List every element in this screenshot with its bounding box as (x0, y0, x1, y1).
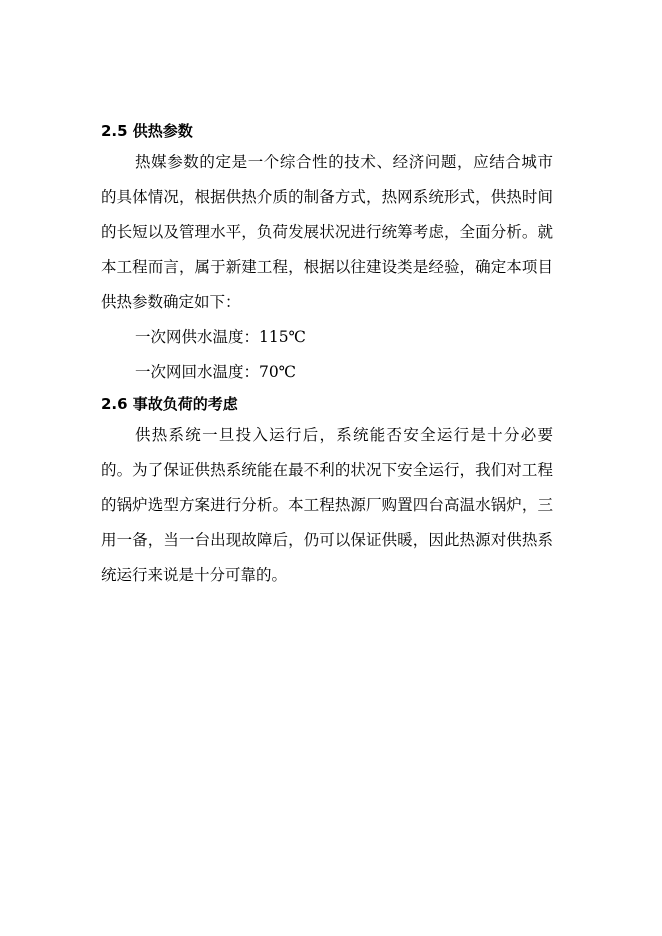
section-2-6-paragraph: 供热系统一旦投入运行后，系统能否安全运行是十分必要的。为了保证供热系统能在最不利的状况下安全运行，我们对工程的锅炉选型方案进行分析。本工程热源厂购置四台高温水锅炉，三用一备，当一台出现故障后，仍可以保证供暖，因此热源对供热系统运行来说是十分可靠的。 (101, 426, 553, 584)
return-temperature-line: 一次网回水温度：70℃ (135, 363, 297, 381)
section-heading-2-5: 2.5 供热参数 (101, 122, 193, 140)
section-heading-2-6: 2.6 事故负荷的考虑 (101, 395, 238, 413)
document-body (101, 117, 553, 593)
supply-temperature-line: 一次网供水温度：115℃ (135, 328, 306, 346)
section-2-5-paragraph: 热媒参数的定是一个综合性的技术、经济问题，应结合城市的具体情况，根据供热介质的制备方式，热网系统形式，供热时间的长短以及管理水平，负荷发展状况进行统筹考虑，全面分析。就本工程而言，属于新建工程，根据以往建设类是经验，确定本项目供热参数确定如下： (101, 153, 553, 311)
